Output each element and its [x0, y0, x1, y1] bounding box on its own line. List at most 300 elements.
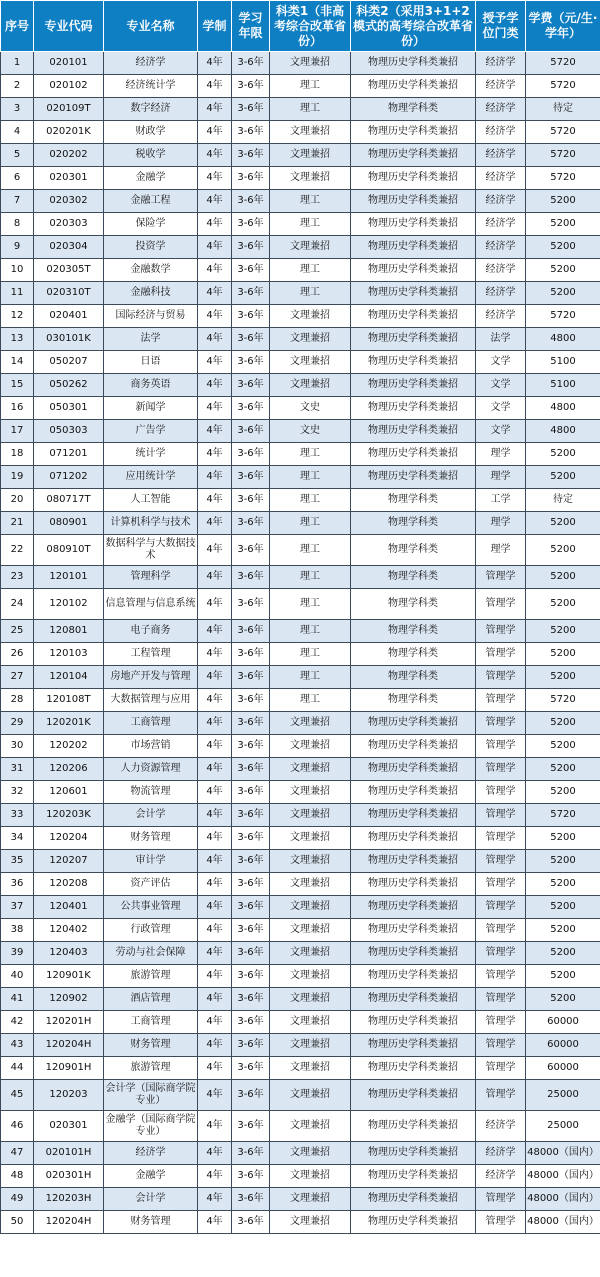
cell-study-years: 3-6年	[232, 213, 270, 236]
cell-tuition: 5200	[526, 919, 600, 942]
cell-tuition: 5200	[526, 589, 600, 620]
cell-duration: 4年	[198, 144, 232, 167]
cell-study-years: 3-6年	[232, 144, 270, 167]
cell-category-2: 物理历史学科类兼招	[351, 443, 476, 466]
cell-degree: 文学	[476, 374, 526, 397]
cell-serial: 28	[1, 689, 34, 712]
cell-category-2: 物理历史学科类兼招	[351, 52, 476, 75]
cell-study-years: 3-6年	[232, 1111, 270, 1142]
cell-duration: 4年	[198, 758, 232, 781]
cell-category-1: 理工	[270, 443, 351, 466]
cell-major-name: 金融学	[104, 1165, 198, 1188]
header-tuition: 学费（元/生·学年）	[526, 1, 600, 52]
cell-duration: 4年	[198, 566, 232, 589]
cell-category-1: 文理兼招	[270, 1165, 351, 1188]
cell-serial: 29	[1, 712, 34, 735]
cell-tuition: 5200	[526, 827, 600, 850]
cell-category-2: 物理历史学科类兼招	[351, 259, 476, 282]
cell-serial: 30	[1, 735, 34, 758]
cell-category-1: 文理兼招	[270, 305, 351, 328]
cell-category-2: 物理历史学科类兼招	[351, 712, 476, 735]
cell-degree: 经济学	[476, 52, 526, 75]
cell-major-code: 120901K	[34, 965, 104, 988]
cell-category-1: 理工	[270, 643, 351, 666]
cell-category-1: 文史	[270, 420, 351, 443]
cell-major-name: 信息管理与信息系统	[104, 589, 198, 620]
table-row	[1, 167, 600, 190]
cell-major-name: 新闻学	[104, 397, 198, 420]
cell-major-code: 050301	[34, 397, 104, 420]
cell-serial: 36	[1, 873, 34, 896]
cell-major-name: 经济学	[104, 52, 198, 75]
cell-serial: 45	[1, 1080, 34, 1111]
cell-major-name: 管理科学	[104, 566, 198, 589]
cell-category-2: 物理历史学科类兼招	[351, 781, 476, 804]
cell-degree: 理学	[476, 512, 526, 535]
cell-category-1: 文理兼招	[270, 758, 351, 781]
cell-duration: 4年	[198, 735, 232, 758]
cell-tuition: 48000（国内）	[526, 1188, 600, 1211]
table-row	[1, 98, 600, 121]
table-row	[1, 190, 600, 213]
cell-major-name: 审计学	[104, 850, 198, 873]
cell-study-years: 3-6年	[232, 1034, 270, 1057]
cell-major-code: 020201K	[34, 121, 104, 144]
cell-major-name: 行政管理	[104, 919, 198, 942]
table-row	[1, 1111, 600, 1142]
cell-study-years: 3-6年	[232, 1011, 270, 1034]
cell-tuition: 5720	[526, 52, 600, 75]
cell-category-1: 理工	[270, 98, 351, 121]
cell-major-code: 120201H	[34, 1011, 104, 1034]
cell-study-years: 3-6年	[232, 689, 270, 712]
header-category-2: 科类2（采用3+1+2模式的高考综合改革省份）	[351, 1, 476, 52]
table-row	[1, 420, 600, 443]
cell-major-code: 120101	[34, 566, 104, 589]
cell-study-years: 3-6年	[232, 919, 270, 942]
cell-major-name: 计算机科学与技术	[104, 512, 198, 535]
cell-category-2: 物理历史学科类兼招	[351, 873, 476, 896]
cell-serial: 13	[1, 328, 34, 351]
cell-major-code: 120202	[34, 735, 104, 758]
cell-serial: 9	[1, 236, 34, 259]
cell-serial: 1	[1, 52, 34, 75]
cell-category-2: 物理学科类	[351, 689, 476, 712]
cell-major-name: 金融工程	[104, 190, 198, 213]
cell-duration: 4年	[198, 75, 232, 98]
table-row	[1, 566, 600, 589]
cell-category-1: 文理兼招	[270, 1011, 351, 1034]
cell-major-name: 会计学	[104, 1188, 198, 1211]
table-row	[1, 965, 600, 988]
cell-tuition: 待定	[526, 98, 600, 121]
cell-major-code: 020109T	[34, 98, 104, 121]
cell-duration: 4年	[198, 52, 232, 75]
cell-study-years: 3-6年	[232, 167, 270, 190]
cell-tuition: 5200	[526, 282, 600, 305]
header-major-code: 专业代码	[34, 1, 104, 52]
cell-category-1: 文理兼招	[270, 873, 351, 896]
cell-tuition: 48000（国内）	[526, 1211, 600, 1234]
cell-category-2: 物理历史学科类兼招	[351, 190, 476, 213]
cell-serial: 35	[1, 850, 34, 873]
cell-degree: 管理学	[476, 712, 526, 735]
cell-category-2: 物理学科类	[351, 535, 476, 566]
cell-category-1: 理工	[270, 512, 351, 535]
cell-major-code: 030101K	[34, 328, 104, 351]
table-row	[1, 236, 600, 259]
cell-major-name: 人工智能	[104, 489, 198, 512]
cell-major-name: 旅游管理	[104, 965, 198, 988]
cell-tuition: 5720	[526, 305, 600, 328]
cell-category-1: 理工	[270, 535, 351, 566]
cell-major-code: 020101	[34, 52, 104, 75]
cell-major-code: 120103	[34, 643, 104, 666]
cell-serial: 37	[1, 896, 34, 919]
cell-category-2: 物理学科类	[351, 589, 476, 620]
cell-degree: 管理学	[476, 942, 526, 965]
cell-duration: 4年	[198, 1057, 232, 1080]
table-row	[1, 351, 600, 374]
cell-category-1: 理工	[270, 259, 351, 282]
cell-category-1: 文史	[270, 397, 351, 420]
cell-category-2: 物理学科类	[351, 98, 476, 121]
cell-major-code: 120102	[34, 589, 104, 620]
cell-serial: 49	[1, 1188, 34, 1211]
cell-degree: 管理学	[476, 1080, 526, 1111]
cell-major-code: 020401	[34, 305, 104, 328]
cell-degree: 经济学	[476, 1111, 526, 1142]
cell-serial: 10	[1, 259, 34, 282]
cell-major-name: 大数据管理与应用	[104, 689, 198, 712]
cell-major-name: 日语	[104, 351, 198, 374]
cell-degree: 经济学	[476, 282, 526, 305]
cell-serial: 34	[1, 827, 34, 850]
cell-category-1: 文理兼招	[270, 781, 351, 804]
cell-tuition: 5200	[526, 712, 600, 735]
cell-study-years: 3-6年	[232, 282, 270, 305]
cell-duration: 4年	[198, 420, 232, 443]
cell-major-name: 金融数学	[104, 259, 198, 282]
cell-study-years: 3-6年	[232, 735, 270, 758]
cell-serial: 16	[1, 397, 34, 420]
cell-major-code: 071201	[34, 443, 104, 466]
cell-study-years: 3-6年	[232, 443, 270, 466]
cell-major-code: 020301	[34, 167, 104, 190]
cell-degree: 经济学	[476, 213, 526, 236]
cell-degree: 经济学	[476, 1142, 526, 1165]
cell-study-years: 3-6年	[232, 190, 270, 213]
table-row	[1, 489, 600, 512]
cell-tuition: 5720	[526, 75, 600, 98]
cell-major-code: 020305T	[34, 259, 104, 282]
cell-major-code: 120108T	[34, 689, 104, 712]
cell-tuition: 5200	[526, 190, 600, 213]
cell-study-years: 3-6年	[232, 466, 270, 489]
cell-duration: 4年	[198, 328, 232, 351]
cell-category-1: 文理兼招	[270, 236, 351, 259]
cell-serial: 21	[1, 512, 34, 535]
cell-study-years: 3-6年	[232, 643, 270, 666]
cell-tuition: 5200	[526, 942, 600, 965]
cell-degree: 管理学	[476, 896, 526, 919]
header-serial: 序号	[1, 1, 34, 52]
cell-category-2: 物理历史学科类兼招	[351, 75, 476, 98]
table-row	[1, 589, 600, 620]
cell-category-2: 物理历史学科类兼招	[351, 758, 476, 781]
cell-serial: 32	[1, 781, 34, 804]
cell-duration: 4年	[198, 1188, 232, 1211]
cell-tuition: 5200	[526, 666, 600, 689]
cell-category-2: 物理历史学科类兼招	[351, 896, 476, 919]
cell-study-years: 3-6年	[232, 781, 270, 804]
cell-degree: 管理学	[476, 620, 526, 643]
cell-tuition: 5200	[526, 259, 600, 282]
cell-tuition: 5200	[526, 896, 600, 919]
cell-tuition: 5720	[526, 689, 600, 712]
cell-study-years: 3-6年	[232, 351, 270, 374]
cell-category-2: 物理历史学科类兼招	[351, 1188, 476, 1211]
cell-degree: 管理学	[476, 873, 526, 896]
table-row	[1, 374, 600, 397]
cell-tuition: 5200	[526, 781, 600, 804]
table-row	[1, 535, 600, 566]
cell-degree: 经济学	[476, 259, 526, 282]
table-row	[1, 144, 600, 167]
cell-degree: 工学	[476, 489, 526, 512]
cell-tuition: 5200	[526, 466, 600, 489]
table-row	[1, 75, 600, 98]
cell-duration: 4年	[198, 512, 232, 535]
cell-category-1: 文理兼招	[270, 896, 351, 919]
cell-category-2: 物理历史学科类兼招	[351, 121, 476, 144]
cell-category-1: 文理兼招	[270, 374, 351, 397]
cell-major-name: 财务管理	[104, 1211, 198, 1234]
cell-tuition: 5200	[526, 735, 600, 758]
cell-tuition: 48000（国内）	[526, 1142, 600, 1165]
cell-category-2: 物理历史学科类兼招	[351, 213, 476, 236]
cell-tuition: 5720	[526, 167, 600, 190]
table-row	[1, 121, 600, 144]
cell-serial: 8	[1, 213, 34, 236]
cell-major-name: 经济统计学	[104, 75, 198, 98]
cell-study-years: 3-6年	[232, 850, 270, 873]
table-row	[1, 620, 600, 643]
cell-duration: 4年	[198, 712, 232, 735]
cell-category-2: 物理历史学科类兼招	[351, 1142, 476, 1165]
cell-category-1: 理工	[270, 466, 351, 489]
cell-duration: 4年	[198, 965, 232, 988]
cell-degree: 经济学	[476, 305, 526, 328]
cell-serial: 20	[1, 489, 34, 512]
cell-duration: 4年	[198, 305, 232, 328]
cell-category-1: 理工	[270, 489, 351, 512]
cell-major-code: 120104	[34, 666, 104, 689]
table-row	[1, 328, 600, 351]
cell-duration: 4年	[198, 896, 232, 919]
cell-degree: 经济学	[476, 190, 526, 213]
table-row	[1, 443, 600, 466]
cell-major-code: 120204H	[34, 1034, 104, 1057]
cell-major-name: 物流管理	[104, 781, 198, 804]
cell-major-name: 金融学	[104, 167, 198, 190]
cell-category-1: 理工	[270, 282, 351, 305]
table-row	[1, 781, 600, 804]
cell-serial: 25	[1, 620, 34, 643]
cell-category-1: 文理兼招	[270, 827, 351, 850]
cell-tuition: 5200	[526, 566, 600, 589]
cell-serial: 40	[1, 965, 34, 988]
cell-major-code: 020202	[34, 144, 104, 167]
cell-tuition: 5200	[526, 620, 600, 643]
cell-major-code: 120801	[34, 620, 104, 643]
cell-tuition: 5100	[526, 351, 600, 374]
cell-serial: 6	[1, 167, 34, 190]
cell-serial: 47	[1, 1142, 34, 1165]
cell-study-years: 3-6年	[232, 965, 270, 988]
cell-degree: 管理学	[476, 589, 526, 620]
cell-duration: 4年	[198, 282, 232, 305]
cell-duration: 4年	[198, 351, 232, 374]
cell-category-2: 物理历史学科类兼招	[351, 1080, 476, 1111]
cell-category-1: 理工	[270, 75, 351, 98]
cell-major-name: 税收学	[104, 144, 198, 167]
cell-category-2: 物理历史学科类兼招	[351, 466, 476, 489]
cell-degree: 管理学	[476, 1011, 526, 1034]
cell-category-1: 理工	[270, 689, 351, 712]
cell-tuition: 4800	[526, 328, 600, 351]
cell-duration: 4年	[198, 1034, 232, 1057]
cell-category-2: 物理历史学科类兼招	[351, 804, 476, 827]
cell-major-code: 120901H	[34, 1057, 104, 1080]
cell-category-2: 物理历史学科类兼招	[351, 305, 476, 328]
cell-major-name: 保险学	[104, 213, 198, 236]
cell-serial: 7	[1, 190, 34, 213]
cell-category-1: 文理兼招	[270, 1034, 351, 1057]
cell-serial: 44	[1, 1057, 34, 1080]
cell-major-name: 财务管理	[104, 1034, 198, 1057]
cell-major-code: 120201K	[34, 712, 104, 735]
cell-degree: 理学	[476, 443, 526, 466]
cell-major-code: 120401	[34, 896, 104, 919]
cell-study-years: 3-6年	[232, 328, 270, 351]
cell-study-years: 3-6年	[232, 804, 270, 827]
cell-duration: 4年	[198, 1165, 232, 1188]
cell-duration: 4年	[198, 121, 232, 144]
table-row	[1, 827, 600, 850]
cell-serial: 39	[1, 942, 34, 965]
cell-study-years: 3-6年	[232, 52, 270, 75]
cell-major-code: 120402	[34, 919, 104, 942]
table-row	[1, 712, 600, 735]
table-row	[1, 1057, 600, 1080]
cell-study-years: 3-6年	[232, 620, 270, 643]
cell-category-1: 理工	[270, 566, 351, 589]
table-row	[1, 259, 600, 282]
table-row	[1, 305, 600, 328]
header-study-years: 学习年限	[232, 1, 270, 52]
cell-degree: 经济学	[476, 167, 526, 190]
cell-study-years: 3-6年	[232, 259, 270, 282]
table-row	[1, 1165, 600, 1188]
cell-major-code: 120206	[34, 758, 104, 781]
cell-study-years: 3-6年	[232, 535, 270, 566]
cell-serial: 11	[1, 282, 34, 305]
cell-category-1: 文理兼招	[270, 965, 351, 988]
cell-degree: 管理学	[476, 566, 526, 589]
cell-duration: 4年	[198, 213, 232, 236]
cell-major-code: 120601	[34, 781, 104, 804]
cell-category-1: 文理兼招	[270, 1188, 351, 1211]
cell-duration: 4年	[198, 643, 232, 666]
cell-duration: 4年	[198, 190, 232, 213]
cell-serial: 33	[1, 804, 34, 827]
cell-major-code: 020303	[34, 213, 104, 236]
cell-category-2: 物理历史学科类兼招	[351, 827, 476, 850]
cell-category-2: 物理学科类	[351, 489, 476, 512]
cell-category-1: 文理兼招	[270, 850, 351, 873]
cell-study-years: 3-6年	[232, 712, 270, 735]
cell-serial: 48	[1, 1165, 34, 1188]
cell-tuition: 5200	[526, 965, 600, 988]
cell-duration: 4年	[198, 1111, 232, 1142]
cell-serial: 26	[1, 643, 34, 666]
cell-duration: 4年	[198, 374, 232, 397]
table-row	[1, 850, 600, 873]
cell-category-2: 物理学科类	[351, 620, 476, 643]
header-degree: 授予学位门类	[476, 1, 526, 52]
table-row	[1, 1080, 600, 1111]
cell-duration: 4年	[198, 397, 232, 420]
cell-study-years: 3-6年	[232, 896, 270, 919]
table-row	[1, 919, 600, 942]
cell-category-2: 物理历史学科类兼招	[351, 282, 476, 305]
cell-major-name: 劳动与社会保障	[104, 942, 198, 965]
cell-duration: 4年	[198, 466, 232, 489]
cell-study-years: 3-6年	[232, 1080, 270, 1111]
header-major-name: 专业名称	[104, 1, 198, 52]
cell-study-years: 3-6年	[232, 489, 270, 512]
cell-serial: 15	[1, 374, 34, 397]
table-row	[1, 689, 600, 712]
cell-degree: 文学	[476, 351, 526, 374]
cell-category-2: 物理历史学科类兼招	[351, 144, 476, 167]
cell-degree: 管理学	[476, 1057, 526, 1080]
cell-serial: 5	[1, 144, 34, 167]
table-row	[1, 397, 600, 420]
cell-study-years: 3-6年	[232, 236, 270, 259]
cell-major-code: 120208	[34, 873, 104, 896]
cell-degree: 管理学	[476, 781, 526, 804]
cell-major-name: 金融科技	[104, 282, 198, 305]
cell-major-name: 市场营销	[104, 735, 198, 758]
cell-duration: 4年	[198, 1080, 232, 1111]
cell-category-1: 文理兼招	[270, 1111, 351, 1142]
cell-degree: 管理学	[476, 1211, 526, 1234]
cell-duration: 4年	[198, 443, 232, 466]
cell-category-1: 理工	[270, 213, 351, 236]
table-row	[1, 1142, 600, 1165]
cell-tuition: 待定	[526, 489, 600, 512]
cell-major-code: 071202	[34, 466, 104, 489]
cell-tuition: 60000	[526, 1057, 600, 1080]
cell-major-name: 工商管理	[104, 712, 198, 735]
cell-tuition: 5200	[526, 758, 600, 781]
cell-serial: 19	[1, 466, 34, 489]
cell-major-code: 080910T	[34, 535, 104, 566]
cell-category-1: 文理兼招	[270, 121, 351, 144]
cell-study-years: 3-6年	[232, 98, 270, 121]
